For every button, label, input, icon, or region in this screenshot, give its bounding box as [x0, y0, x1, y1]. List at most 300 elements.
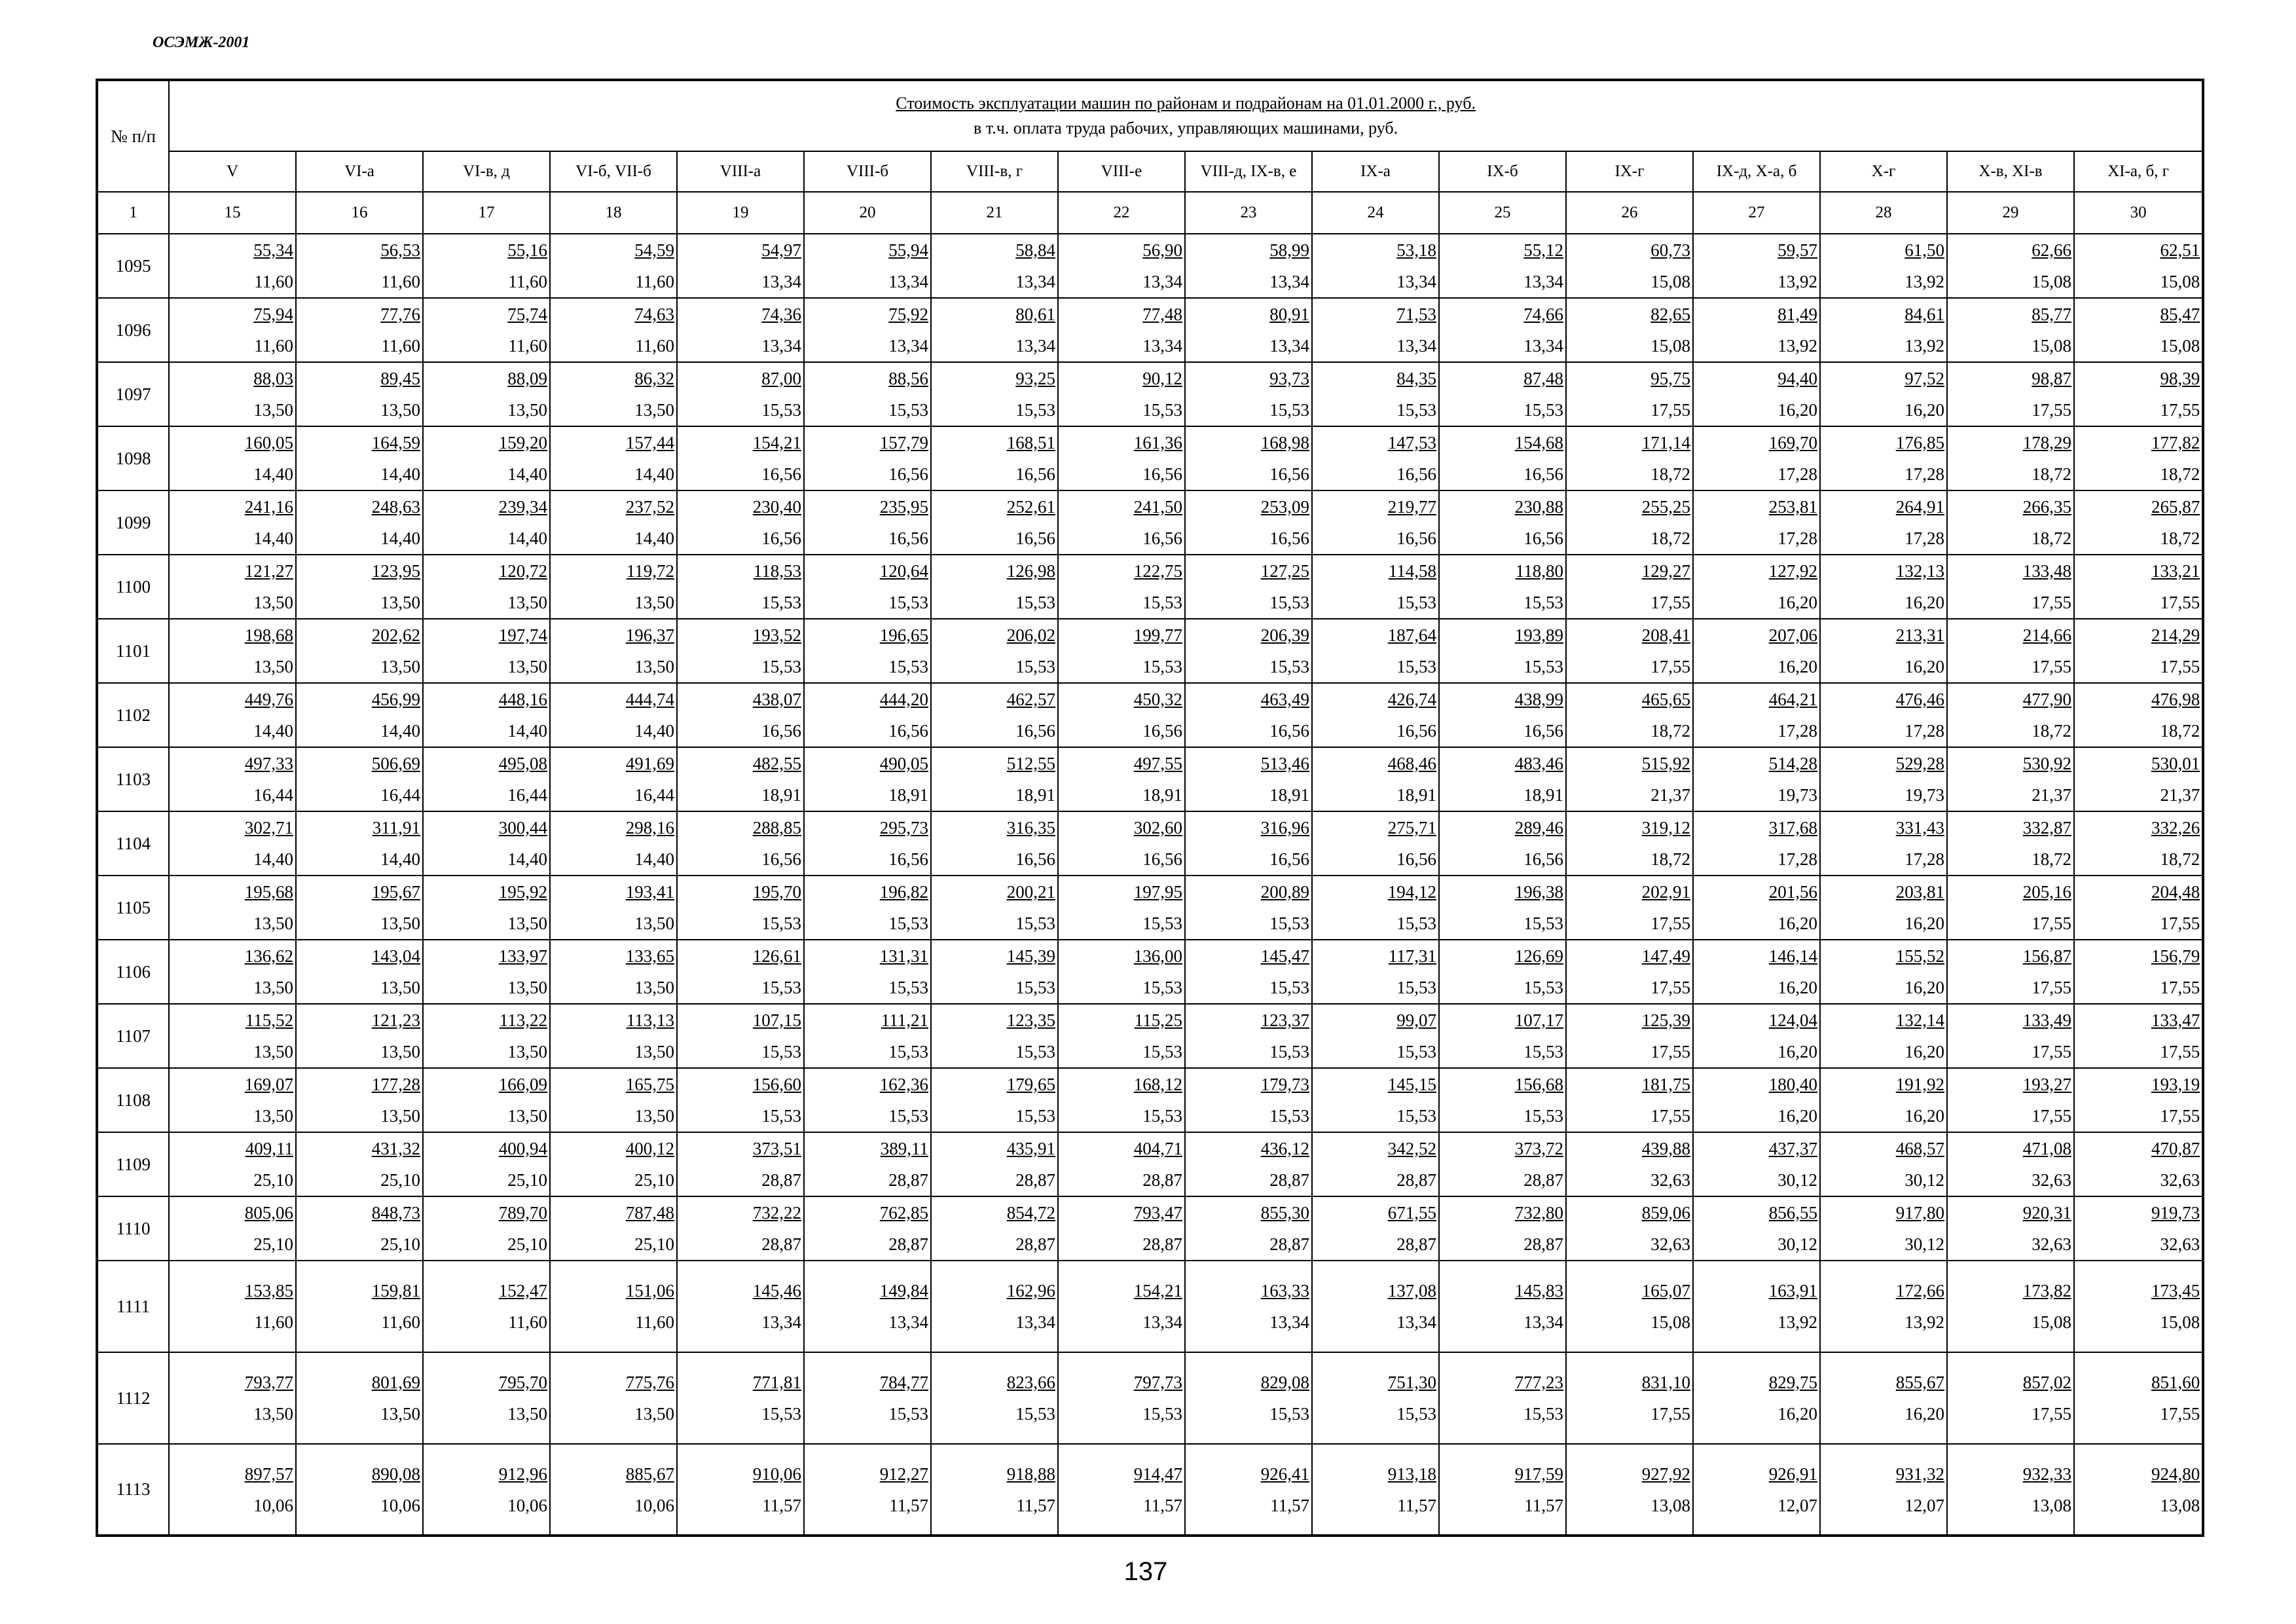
total-cost: 173,45 [2151, 1281, 2200, 1301]
region-header: VI-в, д [423, 151, 550, 192]
total-cost: 168,51 [1006, 433, 1055, 452]
total-cost: 115,52 [245, 1010, 293, 1030]
labor-cost: 16,20 [1904, 1042, 1944, 1061]
total-cost: 230,40 [752, 497, 801, 517]
labor-cost: 13,34 [1523, 1312, 1563, 1332]
value-cell [1312, 1444, 1439, 1536]
value-cell [677, 683, 804, 747]
labor-cost: 32,63 [2032, 1170, 2071, 1190]
labor-cost: 25,10 [634, 1234, 674, 1254]
labor-cost: 13,34 [1523, 272, 1563, 291]
value-cell [2074, 1352, 2203, 1444]
value-cell [1185, 811, 1312, 876]
labor-cost: 17,55 [2160, 657, 2200, 676]
total-cost: 94,40 [1777, 369, 1817, 388]
row-number: 1096 [97, 298, 169, 362]
value-cell [1058, 683, 1185, 747]
total-cost: 300,44 [498, 818, 547, 838]
total-cost: 111,21 [881, 1010, 928, 1030]
labor-cost: 13,92 [1777, 336, 1817, 356]
labor-cost: 13,50 [380, 1404, 420, 1424]
labor-cost: 16,56 [1396, 849, 1436, 869]
value-cell [550, 747, 677, 811]
value-cell [1947, 811, 2074, 876]
value-cell [2074, 234, 2203, 298]
labor-cost: 16,56 [1523, 464, 1563, 484]
value-cell [296, 234, 423, 298]
labor-cost: 30,12 [1904, 1170, 1944, 1190]
total-cost: 163,91 [1768, 1281, 1817, 1301]
labor-cost: 11,57 [1397, 1495, 1436, 1515]
value-cell [2074, 1261, 2203, 1352]
table-row [97, 490, 2203, 555]
value-cell [1439, 234, 1566, 298]
region-header: VIII-в, г [931, 151, 1058, 192]
labor-cost: 15,53 [1269, 400, 1309, 420]
labor-cost: 16,56 [761, 849, 801, 869]
total-cost: 77,48 [1142, 304, 1182, 324]
value-cell [169, 683, 296, 747]
total-cost: 266,35 [2022, 497, 2071, 517]
value-cell [169, 426, 296, 490]
value-cell [1185, 619, 1312, 683]
value-cell [296, 1068, 423, 1132]
total-cost: 145,46 [752, 1281, 801, 1301]
value-cell [931, 1261, 1058, 1352]
value-cell [677, 490, 804, 555]
total-cost: 931,32 [1895, 1464, 1944, 1484]
row-number: 1111 [97, 1261, 169, 1352]
labor-cost: 15,53 [1523, 1404, 1563, 1424]
total-cost: 253,09 [1260, 497, 1309, 517]
value-cell [804, 1196, 931, 1261]
table-row [97, 1444, 2203, 1536]
labor-cost: 13,34 [761, 272, 801, 291]
total-cost: 98,39 [2160, 369, 2200, 388]
total-cost: 400,94 [498, 1139, 547, 1158]
labor-cost: 17,55 [2032, 1042, 2071, 1061]
row-number: 1109 [97, 1132, 169, 1196]
value-cell [1312, 747, 1439, 811]
total-cost: 476,46 [1895, 690, 1944, 709]
total-cost: 331,43 [1895, 818, 1944, 838]
total-cost: 515,92 [1641, 754, 1690, 773]
total-cost: 248,63 [371, 497, 420, 517]
value-cell [1947, 683, 2074, 747]
value-cell [169, 747, 296, 811]
total-cost: 55,94 [888, 240, 928, 260]
region-header: IX-г [1566, 151, 1693, 192]
total-cost: 924,80 [2151, 1464, 2200, 1484]
labor-cost: 13,34 [1269, 272, 1309, 291]
labor-cost: 10,06 [253, 1495, 293, 1515]
labor-cost: 18,72 [2032, 849, 2071, 869]
value-cell [1439, 1352, 1566, 1444]
total-cost: 193,41 [625, 882, 674, 902]
table-row [97, 811, 2203, 876]
value-cell [423, 234, 550, 298]
labor-cost: 15,53 [1015, 913, 1055, 933]
value-cell [1566, 490, 1693, 555]
value-cell [1820, 426, 1947, 490]
total-cost: 450,32 [1133, 690, 1182, 709]
region-header: IX-а [1312, 151, 1439, 192]
value-cell [1439, 1261, 1566, 1352]
value-cell [2074, 940, 2203, 1004]
value-cell [1439, 619, 1566, 683]
value-cell [1820, 1444, 1947, 1536]
labor-cost: 17,28 [1777, 849, 1817, 869]
total-cost: 470,87 [2151, 1139, 2200, 1158]
region-header: VI-а [296, 151, 423, 192]
table-row [97, 298, 2203, 362]
labor-cost: 14,40 [253, 849, 293, 869]
value-cell [169, 298, 296, 362]
value-cell [1185, 876, 1312, 940]
labor-cost: 18,72 [2160, 849, 2200, 869]
labor-cost: 15,53 [1015, 400, 1055, 420]
labor-cost: 15,53 [1396, 1042, 1436, 1061]
region-header: XI-а, б, г [2074, 151, 2203, 192]
total-cost: 289,46 [1514, 818, 1563, 838]
value-cell [1820, 490, 1947, 555]
value-cell [169, 1004, 296, 1068]
total-cost: 239,34 [498, 497, 547, 517]
labor-cost: 17,55 [1650, 978, 1690, 997]
total-cost: 400,12 [625, 1139, 674, 1158]
total-cost: 476,98 [2151, 690, 2200, 709]
labor-cost: 13,50 [634, 593, 674, 612]
labor-cost: 17,28 [1777, 721, 1817, 741]
value-cell [1566, 1068, 1693, 1132]
labor-cost: 17,55 [2032, 657, 2071, 676]
total-cost: 491,69 [625, 754, 674, 773]
labor-cost: 10,06 [380, 1495, 420, 1515]
total-cost: 530,92 [2022, 754, 2071, 773]
total-cost: 471,08 [2022, 1139, 2071, 1158]
value-cell [1693, 1004, 1820, 1068]
value-cell [296, 298, 423, 362]
labor-cost: 14,40 [634, 721, 674, 741]
total-cost: 196,65 [879, 625, 928, 645]
labor-cost: 15,53 [1523, 657, 1563, 676]
labor-cost: 25,10 [634, 1170, 674, 1190]
labor-cost: 13,34 [761, 336, 801, 356]
value-cell [1058, 747, 1185, 811]
labor-cost: 28,87 [888, 1234, 928, 1254]
labor-cost: 13,50 [507, 1404, 547, 1424]
value-cell [2074, 362, 2203, 426]
value-cell [804, 234, 931, 298]
labor-cost: 10,06 [634, 1495, 674, 1515]
total-cost: 171,14 [1641, 433, 1690, 452]
total-cost: 97,52 [1904, 369, 1944, 388]
value-cell [931, 555, 1058, 619]
labor-cost: 16,56 [1142, 464, 1182, 484]
total-cost: 187,64 [1387, 625, 1436, 645]
value-cell [1947, 619, 2074, 683]
labor-cost: 15,53 [1396, 978, 1436, 997]
value-cell [169, 1444, 296, 1536]
labor-cost: 15,53 [1015, 593, 1055, 612]
value-cell [1185, 298, 1312, 362]
value-cell [1312, 1132, 1439, 1196]
total-cost: 205,16 [2022, 882, 2071, 902]
labor-cost: 16,20 [1904, 913, 1944, 933]
value-cell [931, 1004, 1058, 1068]
labor-cost: 13,50 [380, 913, 420, 933]
labor-cost: 14,40 [507, 528, 547, 548]
value-cell [550, 1261, 677, 1352]
total-cost: 80,61 [1015, 304, 1055, 324]
value-cell [1693, 1261, 1820, 1352]
labor-cost: 19,73 [1904, 785, 1944, 805]
labor-cost: 15,53 [888, 913, 928, 933]
labor-cost: 15,53 [888, 657, 928, 676]
value-cell [423, 362, 550, 426]
total-cost: 777,23 [1514, 1373, 1563, 1392]
total-cost: 194,12 [1387, 882, 1436, 902]
total-cost: 74,66 [1523, 304, 1563, 324]
value-cell [804, 1261, 931, 1352]
value-cell [1439, 1004, 1566, 1068]
labor-cost: 11,60 [635, 272, 674, 291]
row-number: 1098 [97, 426, 169, 490]
labor-cost: 18,91 [1142, 785, 1182, 805]
value-cell [1439, 811, 1566, 876]
value-cell [423, 747, 550, 811]
total-cost: 113,22 [499, 1010, 547, 1030]
total-cost: 514,28 [1768, 754, 1817, 773]
value-cell [2074, 1444, 2203, 1536]
labor-cost: 11,60 [381, 272, 420, 291]
total-cost: 157,79 [879, 433, 928, 452]
total-cost: 204,48 [2151, 882, 2200, 902]
total-cost: 80,91 [1269, 304, 1309, 324]
labor-cost: 16,20 [1777, 657, 1817, 676]
value-cell [296, 426, 423, 490]
total-cost: 165,07 [1641, 1281, 1690, 1301]
total-cost: 197,74 [498, 625, 547, 645]
value-cell [1693, 619, 1820, 683]
value-cell [1947, 1196, 2074, 1261]
table-row [97, 426, 2203, 490]
table-row [97, 747, 2203, 811]
total-cost: 85,47 [2160, 304, 2200, 324]
labor-cost: 15,08 [2160, 336, 2200, 356]
total-cost: 848,73 [371, 1203, 420, 1223]
total-cost: 468,57 [1895, 1139, 1944, 1158]
labor-cost: 11,57 [889, 1495, 928, 1515]
value-cell [1185, 555, 1312, 619]
labor-cost: 16,56 [1269, 464, 1309, 484]
total-cost: 910,06 [752, 1464, 801, 1484]
value-cell [550, 940, 677, 1004]
value-cell [296, 747, 423, 811]
table-row [97, 1068, 2203, 1132]
labor-cost: 16,44 [634, 785, 674, 805]
total-cost: 154,21 [752, 433, 801, 452]
total-cost: 90,12 [1142, 369, 1182, 388]
value-cell [931, 876, 1058, 940]
labor-cost: 13,34 [1015, 1312, 1055, 1332]
column-number: 24 [1312, 192, 1439, 234]
value-cell [1058, 811, 1185, 876]
value-cell [1693, 298, 1820, 362]
labor-cost: 28,87 [1523, 1234, 1563, 1254]
value-cell [804, 1068, 931, 1132]
labor-cost: 28,87 [761, 1170, 801, 1190]
total-cost: 302,71 [244, 818, 293, 838]
total-cost: 912,27 [879, 1464, 928, 1484]
total-cost: 123,37 [1260, 1010, 1309, 1030]
value-cell [1693, 940, 1820, 1004]
value-cell [931, 1196, 1058, 1261]
labor-cost: 15,53 [761, 400, 801, 420]
labor-cost: 15,53 [761, 1404, 801, 1424]
total-cost: 787,48 [625, 1203, 674, 1223]
value-cell [1312, 876, 1439, 940]
value-cell [1566, 747, 1693, 811]
total-cost: 107,17 [1514, 1010, 1563, 1030]
labor-cost: 13,50 [507, 593, 547, 612]
total-cost: 298,16 [625, 818, 674, 838]
labor-cost: 13,34 [1269, 1312, 1309, 1332]
total-cost: 805,06 [244, 1203, 293, 1223]
labor-cost: 28,87 [1142, 1170, 1182, 1190]
labor-cost: 17,55 [2160, 978, 2200, 997]
total-cost: 156,60 [752, 1075, 801, 1094]
total-cost: 71,53 [1396, 304, 1436, 324]
total-cost: 389,11 [880, 1139, 928, 1158]
labor-cost: 18,72 [2032, 528, 2071, 548]
total-cost: 93,73 [1269, 369, 1309, 388]
total-cost: 162,36 [879, 1075, 928, 1094]
labor-cost: 15,53 [761, 657, 801, 676]
labor-cost: 15,53 [1396, 1404, 1436, 1424]
total-cost: 332,87 [2022, 818, 2071, 838]
value-cell [169, 234, 296, 298]
labor-cost: 17,55 [2160, 1106, 2200, 1126]
total-cost: 859,06 [1641, 1203, 1690, 1223]
value-cell [677, 1004, 804, 1068]
row-number: 1099 [97, 490, 169, 555]
value-cell [1566, 940, 1693, 1004]
labor-cost: 13,50 [380, 1042, 420, 1061]
value-cell [1947, 1352, 2074, 1444]
total-cost: 132,13 [1895, 561, 1944, 581]
value-cell [1058, 555, 1185, 619]
total-cost: 801,69 [371, 1373, 420, 1392]
total-cost: 431,32 [371, 1139, 420, 1158]
total-cost: 855,67 [1895, 1373, 1944, 1392]
total-cost: 147,49 [1641, 946, 1690, 966]
total-cost: 506,69 [371, 754, 420, 773]
labor-cost: 13,50 [507, 400, 547, 420]
total-cost: 196,37 [625, 625, 674, 645]
value-cell [1058, 1444, 1185, 1536]
total-cost: 919,73 [2151, 1203, 2200, 1223]
region-header: V [169, 151, 296, 192]
labor-cost: 18,72 [2160, 464, 2200, 484]
total-cost: 126,69 [1514, 946, 1563, 966]
labor-cost: 28,87 [1396, 1170, 1436, 1190]
labor-cost: 16,20 [1777, 1042, 1817, 1061]
value-cell [1058, 1352, 1185, 1444]
column-number: 17 [423, 192, 550, 234]
labor-cost: 13,50 [507, 1042, 547, 1061]
labor-cost: 17,55 [1650, 593, 1690, 612]
region-header: IX-д, X-а, б [1693, 151, 1820, 192]
total-cost: 118,53 [753, 561, 801, 581]
value-cell [1566, 1352, 1693, 1444]
value-cell [550, 1444, 677, 1536]
total-cost: 177,28 [371, 1075, 420, 1094]
labor-cost: 13,34 [1142, 336, 1182, 356]
labor-cost: 15,53 [1523, 1042, 1563, 1061]
labor-cost: 15,53 [888, 593, 928, 612]
value-cell [1820, 747, 1947, 811]
value-cell [1820, 940, 1947, 1004]
total-cost: 55,12 [1523, 240, 1563, 260]
column-number: 16 [296, 192, 423, 234]
value-cell [1566, 1261, 1693, 1352]
labor-cost: 16,56 [761, 721, 801, 741]
row-number: 1105 [97, 876, 169, 940]
total-cost: 214,66 [2022, 625, 2071, 645]
labor-cost: 28,87 [1015, 1170, 1055, 1190]
labor-cost: 16,56 [1015, 528, 1055, 548]
total-cost: 74,36 [761, 304, 801, 324]
value-cell [1439, 1068, 1566, 1132]
value-cell [169, 940, 296, 1004]
total-cost: 77,76 [380, 304, 420, 324]
labor-cost: 18,72 [2032, 464, 2071, 484]
total-cost: 497,33 [244, 754, 293, 773]
labor-cost: 16,20 [1777, 978, 1817, 997]
column-number: 25 [1439, 192, 1566, 234]
column-number: 27 [1693, 192, 1820, 234]
labor-cost: 32,63 [2160, 1170, 2200, 1190]
total-cost: 95,75 [1650, 369, 1690, 388]
total-cost: 177,82 [2151, 433, 2200, 452]
value-cell [1312, 1196, 1439, 1261]
labor-cost: 13,34 [888, 272, 928, 291]
total-cost: 793,47 [1133, 1203, 1182, 1223]
total-cost: 784,77 [879, 1373, 928, 1392]
value-cell [423, 1261, 550, 1352]
value-cell [1947, 876, 2074, 940]
table-title-row [97, 80, 2203, 151]
total-cost: 168,12 [1133, 1075, 1182, 1094]
labor-cost: 11,57 [1143, 1495, 1182, 1515]
labor-cost: 11,60 [508, 272, 547, 291]
total-cost: 775,76 [625, 1373, 674, 1392]
labor-cost: 14,40 [253, 464, 293, 484]
region-header-row [97, 151, 2203, 192]
total-cost: 241,16 [244, 497, 293, 517]
total-cost: 82,65 [1650, 304, 1690, 324]
total-cost: 55,16 [507, 240, 547, 260]
labor-cost: 11,57 [1270, 1495, 1309, 1515]
total-cost: 154,68 [1514, 433, 1563, 452]
value-cell [2074, 490, 2203, 555]
value-cell [1820, 1132, 1947, 1196]
labor-cost: 15,53 [1396, 400, 1436, 420]
value-cell [1185, 426, 1312, 490]
row-number: 1095 [97, 234, 169, 298]
total-cost: 81,49 [1777, 304, 1817, 324]
